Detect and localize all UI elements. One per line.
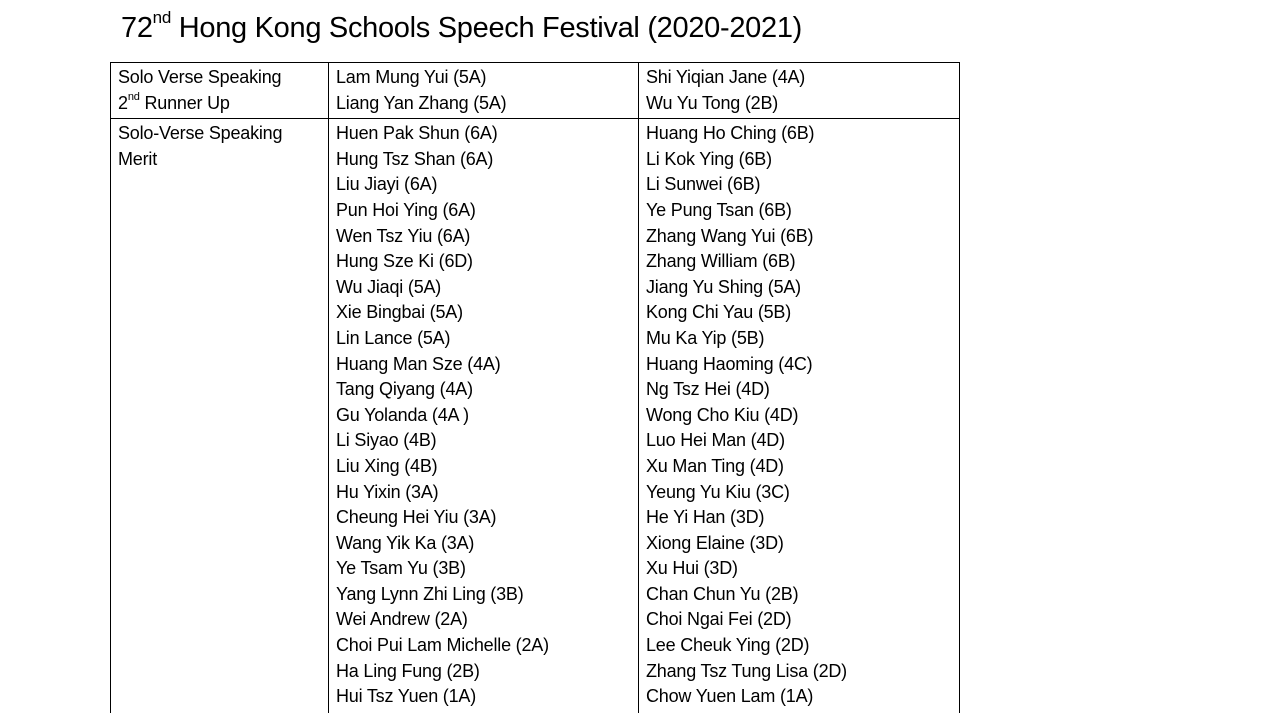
student-name: Shi Yiqian Jane (4A) xyxy=(646,67,806,87)
student-name: Ha Ling Fung (2B) xyxy=(336,660,480,681)
category-line: Merit xyxy=(118,148,157,169)
student-name: Li Siyao (4B) xyxy=(336,430,437,451)
student-name: Mu Ka Yip (5B) xyxy=(646,327,765,348)
names-cell-merit-col1 xyxy=(329,119,639,713)
title-ordinal-suffix: nd xyxy=(152,8,171,28)
student-name: Chan Chun Yu (2B) xyxy=(646,583,799,604)
student-name: Huen Pak Shun (6A) xyxy=(336,123,498,144)
student-name: Xu Man Ting (4D) xyxy=(646,455,784,476)
student-name: Wang Yik Ka (3A) xyxy=(336,532,475,553)
student-name: Lam Mung Yui (5A) xyxy=(336,67,487,87)
category-rank-text: Runner Up xyxy=(139,92,230,113)
student-name: Hung Sze Ki (6D) xyxy=(336,251,473,272)
student-name: Xu Hui (3D) xyxy=(646,558,738,579)
student-name: Choi Pui Lam Michelle (2A) xyxy=(336,635,549,656)
category-rank-suffix: nd xyxy=(127,90,140,103)
student-name: Lin Lance (5A) xyxy=(336,327,451,348)
student-name: Xie Bingbai (5A) xyxy=(336,302,463,323)
student-name: He Yi Han (3D) xyxy=(646,507,765,528)
student-name: Huang Haoming (4C) xyxy=(646,353,813,374)
student-name: Liang Yan Zhang (5A) xyxy=(336,92,507,113)
student-name: Kong Chi Yau (5B) xyxy=(646,302,792,323)
student-name: Jiang Yu Shing (5A) xyxy=(646,276,801,297)
student-name: Luo Hei Man (4D) xyxy=(646,430,785,451)
student-name: Yang Lynn Zhi Ling (3B) xyxy=(336,583,524,604)
student-name: Li Sunwei (6B) xyxy=(646,174,761,195)
student-name: Wong Cho Kiu (4D) xyxy=(646,404,799,425)
student-name: Hung Tsz Shan (6A) xyxy=(336,148,494,169)
student-name: Ye Pung Tsan (6B) xyxy=(646,199,792,220)
student-name: Ye Tsam Yu (3B) xyxy=(336,558,466,579)
student-name: Huang Ho Ching (6B) xyxy=(646,123,815,144)
student-name: Zhang William (6B) xyxy=(646,251,796,272)
category-line: Solo-Verse Speaking xyxy=(118,123,283,144)
title-text: Hong Kong Schools Speech Festival (2020-2021) xyxy=(170,12,803,44)
student-name: Wen Tsz Yiu (6A) xyxy=(336,225,471,246)
student-name: Liu Jiayi (6A) xyxy=(336,174,438,195)
student-name: Zhang Tsz Tung Lisa (2D) xyxy=(646,660,847,681)
student-name: Choi Ngai Fei (2D) xyxy=(646,609,792,630)
student-name: Tang Qiyang (4A) xyxy=(336,379,473,400)
student-name: Hui Tsz Yuen (1A) xyxy=(336,686,477,707)
student-name: Wu Jiaqi (5A) xyxy=(336,276,442,297)
student-name: Wu Yu Tong (2B) xyxy=(646,92,779,113)
student-name: Li Kok Ying (6B) xyxy=(646,148,772,169)
student-name: Pun Hoi Ying (6A) xyxy=(336,199,476,220)
student-name: Xiong Elaine (3D) xyxy=(646,532,784,553)
table-row-runner-up xyxy=(111,63,960,119)
names-cell-runner-up-col1 xyxy=(329,63,639,119)
category-rank-number: 2 xyxy=(118,92,128,113)
awards-table xyxy=(110,62,960,713)
student-name: Wei Andrew (2A) xyxy=(336,609,468,630)
student-name: Liu Xing (4B) xyxy=(336,455,438,476)
student-name: Yeung Yu Kiu (3C) xyxy=(646,481,790,502)
student-name: Chow Yuen Lam (1A) xyxy=(646,686,814,707)
title-number: 72 xyxy=(121,12,153,44)
student-name: Hu Yixin (3A) xyxy=(336,481,439,502)
student-name: Cheung Hei Yiu (3A) xyxy=(336,507,497,528)
category-line xyxy=(118,91,322,117)
student-name: Zhang Wang Yui (6B) xyxy=(646,225,814,246)
page-title xyxy=(121,8,802,48)
student-name: Huang Man Sze (4A) xyxy=(336,353,501,374)
category-line: Solo Verse Speaking xyxy=(118,67,282,87)
names-cell-runner-up-col2 xyxy=(639,63,960,119)
category-cell-merit xyxy=(111,119,329,713)
student-name: Gu Yolanda (4A ) xyxy=(336,404,469,425)
names-cell-merit-col2 xyxy=(639,119,960,713)
student-name: Ng Tsz Hei (4D) xyxy=(646,379,770,400)
category-cell-runner-up xyxy=(111,63,329,119)
student-name: Lee Cheuk Ying (2D) xyxy=(646,635,810,656)
table-row-merit xyxy=(111,119,960,713)
